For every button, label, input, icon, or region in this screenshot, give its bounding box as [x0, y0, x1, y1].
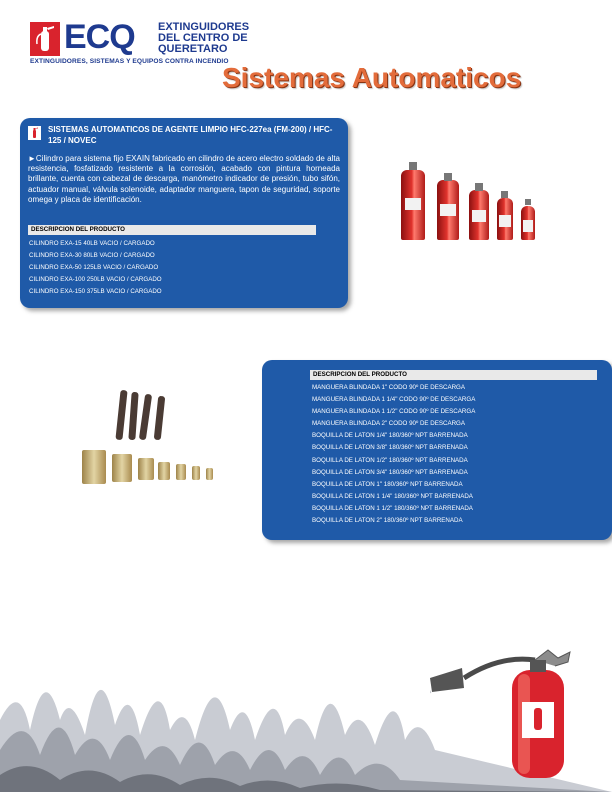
product-description: ►Cilindro para sistema fijo EXAIN fabricado en cilindro de acero electro soldado de alta resistencia, fosfatizado resistente a la corrosión, acabado con pintura horneada brillante, cuenta con cabezal de descarga, manómetro indicador de presión, tubo sifón, actuador manual, válvula solenoide, adaptador manguera, tapon de seguridad, soporte omega y placa de identificación. [28, 154, 340, 204]
nozzle-image [158, 462, 170, 480]
hose-image [128, 392, 138, 440]
logo-acronym: ECQ [64, 18, 135, 56]
list-item: CILINDRO EXA-15 40LB VACIO / CARGADO [29, 240, 155, 247]
cylinders-illustration [395, 160, 545, 240]
list-item: MANGUERA BLINDADA 1 1/2" CODO 90º DE DESCARGA [312, 408, 476, 416]
panel-title: SISTEMAS AUTOMATICOS DE AGENTE LIMPIO HFC-227ea (FM-200) / HFC-125 / NOVEC [48, 125, 333, 145]
hose-image [115, 390, 127, 440]
cylinder-image [437, 180, 459, 240]
valve-icon [475, 183, 483, 191]
cylinder-image [401, 170, 425, 240]
valve-icon [501, 191, 508, 198]
list-item: BOQUILLA DE LATON 1/4" 180/360º NPT BARRENADA [312, 432, 468, 440]
nozzle-image [138, 458, 154, 480]
list-item: BOQUILLA DE LATON 1/2" 180/360º NPT BARRENADA [312, 456, 468, 464]
table-header: DESCRIPCION DEL PRODUCTO [310, 370, 597, 380]
hose-image [139, 394, 152, 441]
extinguisher-logo-icon [30, 22, 60, 56]
valve-icon [444, 173, 452, 181]
list-item: CILINDRO EXA-100 250LB VACIO / CARGADO [29, 276, 162, 284]
nozzle-image [82, 450, 106, 484]
page-title: Sistemas Automaticos [222, 62, 522, 93]
nozzle-image [176, 464, 186, 480]
nozzle-image [112, 454, 132, 482]
list-item: CILINDRO EXA-150 375LB VACIO / CARGADO [29, 288, 162, 296]
cylinder-image [469, 190, 489, 240]
valve-icon [525, 199, 531, 205]
company-tagline: EXTINGUIDORES, SISTEMAS Y EQUIPOS CONTRA INCENDIO [30, 58, 229, 65]
hose-image [154, 396, 166, 440]
nozzle-image [206, 468, 213, 480]
nozzle-image [192, 466, 200, 480]
clean-agent-systems-panel [20, 118, 348, 308]
cylinder-image [521, 206, 535, 240]
accessories-panel [262, 360, 612, 540]
product-list [312, 382, 475, 527]
list-item: CILINDRO EXA-50 125LB VACIO / CARGADO [29, 264, 159, 272]
table-header: DESCRIPCION DEL PRODUCTO [28, 225, 316, 235]
list-item: BOQUILLA DE LATON 1 1/4" 180/360º NPT BARRENADA [312, 492, 473, 500]
hoses-nozzles-illustration [82, 390, 222, 490]
list-item: CILINDRO EXA-30 80LB VACIO / CARGADO [29, 252, 155, 260]
list-item: BOQUILLA DE LATON 1" 180/360º NPT BARRENADA [312, 480, 463, 488]
list-item: BOQUILLA DE LATON 3/8" 180/360º NPT BARRENADA [312, 444, 468, 452]
list-item: MANGUERA BLINDADA 1" CODO 90º DE DESCARGA [312, 384, 465, 391]
company-name: EXTINGUIDORES DEL CENTRO DE QUERETARO [158, 21, 250, 55]
product-list [29, 238, 162, 298]
fire-extinguisher-illustration [430, 630, 605, 780]
list-item: MANGUERA BLINDADA 2" CODO 90º DE DESCARGA [312, 420, 465, 428]
list-item: BOQUILLA DE LATON 1 1/2" 180/360º NPT BARRENADA [312, 504, 473, 512]
cylinder-image [497, 198, 513, 240]
valve-icon [409, 162, 417, 170]
list-item: BOQUILLA DE LATON 3/4" 180/360º NPT BARRENADA [312, 468, 468, 476]
list-item: MANGUERA BLINDADA 1 1/4" CODO 90º DE DESCARGA [312, 396, 476, 404]
extinguisher-panel-icon [28, 126, 41, 140]
list-item: BOQUILLA DE LATON 2" 180/360º NPT BARRENADA [312, 517, 463, 525]
